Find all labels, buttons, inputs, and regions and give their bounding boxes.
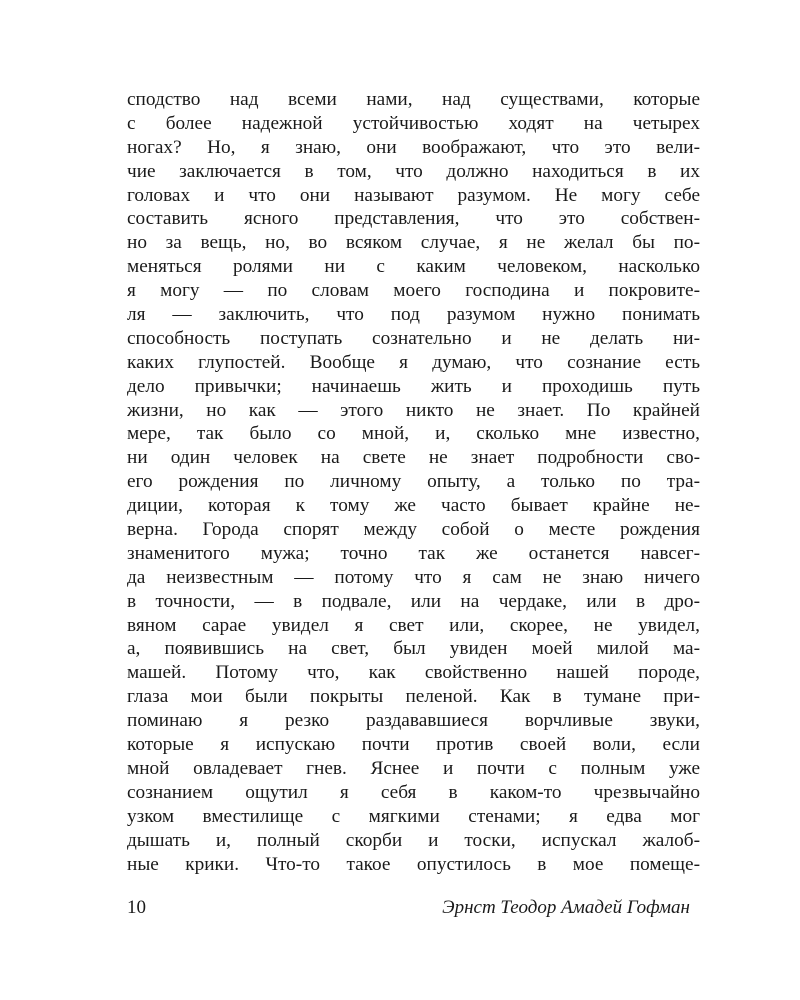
text-line: дело привычки; начинаешь жить и проходишь путь [127, 375, 700, 397]
running-title: Эрнст Теодор Амадей Гофман [442, 897, 690, 918]
text-line: сознанием ощутил я себя в каком-то чрезвычайно [127, 781, 700, 803]
page-number: 10 [127, 897, 146, 918]
text-line: с более надежной устойчивостью ходят на четырех [127, 112, 700, 134]
text-line: поминаю я резко раздававшиеся ворчливые звуки, [127, 710, 700, 732]
page-footer [127, 897, 700, 925]
text-line: ля — заключить, что под разумом нужно понимать [127, 304, 700, 326]
text-line: а, появившись на свет, был увиден моей милой ма- [127, 638, 700, 660]
text-line: ни один человек на свете не знает подробности сво- [127, 447, 700, 469]
text-line: в точности, — в подвале, или на чердаке, или в дро- [127, 590, 700, 612]
text-line: глаза мои были покрыты пеленой. Как в тумане при- [127, 686, 700, 708]
text-line: дышать и, полный скорби и тоски, испускал жалоб- [127, 829, 700, 851]
text-line: ные крики. Что-то такое опустилось в мое помеще- [127, 853, 700, 875]
text-line: верна. Города спорят между собой о месте рождения [127, 519, 700, 541]
text-line: мере, так было со мной, и, сколько мне известно, [127, 423, 700, 445]
text-line: да неизвестным — потому что я сам не знаю ничего [127, 566, 700, 588]
text-line: мной овладевает гнев. Яснее и почти с полным уже [127, 757, 700, 779]
text-line: ногах? Но, я знаю, они воображают, что это вели- [127, 136, 700, 158]
text-line: способность поступать сознательно и не делать ни- [127, 327, 700, 349]
text-line: меняться ролями ни с каким человеком, насколько [127, 256, 700, 278]
text-line: жизни, но как — этого никто не знает. По крайней [127, 399, 700, 421]
text-line: которые я испускаю почти против своей воли, если [127, 734, 700, 756]
text-line: диции, которая к тому же часто бывает крайне не- [127, 495, 700, 517]
text-line: каких глупостей. Вообще я думаю, что сознание есть [127, 351, 700, 373]
text-line: чие заключается в том, что должно находиться в их [127, 160, 700, 182]
text-line: знаменитого мужа; точно так же останется навсег- [127, 542, 700, 564]
text-line: я могу — по словам моего господина и покровите- [127, 280, 700, 302]
text-line: узком вместилище с мягкими стенами; я едва мог [127, 805, 700, 827]
text-line: машей. Потому что, как свойственно нашей породе, [127, 662, 700, 684]
text-line: но за вещь, но, во всяком случае, я не желал бы по- [127, 232, 700, 254]
text-line: вяном сарае увидел я свет или, скорее, не увидел, [127, 614, 700, 636]
text-line: сподство над всеми нами, над существами, которые [127, 89, 700, 110]
page-body [127, 88, 700, 876]
text-line: составить ясного представления, что это собствен- [127, 208, 700, 230]
text-line: головах и что они называют разумом. Не могу себе [127, 184, 700, 206]
text-line: его рождения по личному опыту, а только по тра- [127, 471, 700, 493]
